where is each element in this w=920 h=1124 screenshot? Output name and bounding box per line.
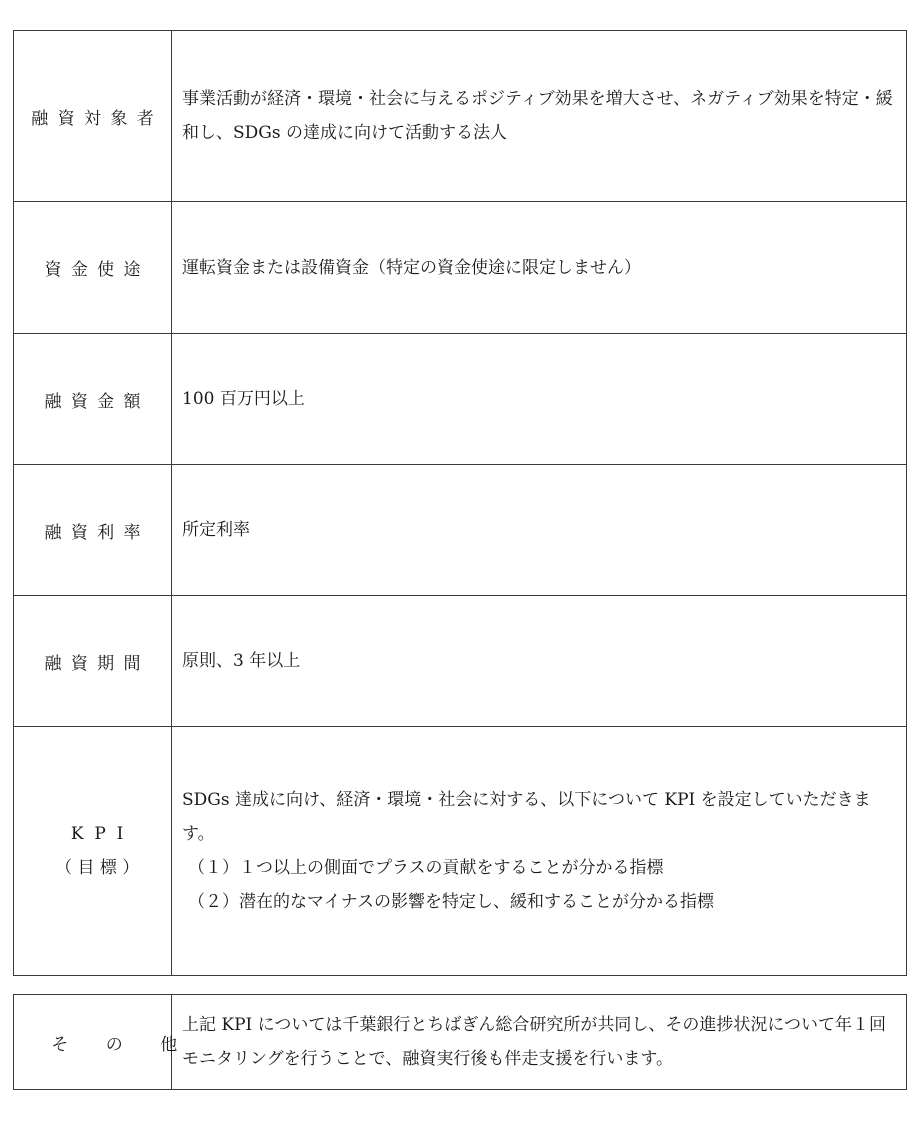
row-label: 資金使途 bbox=[14, 202, 172, 334]
row-text: 所定利率 bbox=[182, 520, 250, 540]
table-row bbox=[14, 596, 907, 727]
kpi-list bbox=[182, 851, 898, 919]
other-text: 上記 KPI については千葉銀行とちばぎん総合研究所が共同し、その進捗状況について年１回モニタリングを行うことで、融資実行後も伴走支援を行います。 bbox=[182, 1015, 886, 1069]
list-item: （２）潜在的なマイナスの影響を特定し、緩和することが分かる指標 bbox=[188, 892, 714, 912]
row-label: 融資利率 bbox=[14, 465, 172, 596]
row-value bbox=[172, 596, 907, 727]
row-text: 原則、3 年以上 bbox=[182, 651, 301, 671]
row-value bbox=[172, 465, 907, 596]
kpi-label-bottom: （ 目 標 ） bbox=[55, 858, 140, 878]
list-item: （１）１つ以上の側面でプラスの貢献をすることが分かる指標 bbox=[188, 858, 664, 878]
row-text: 運転資金または設備資金（特定の資金使途に限定しません） bbox=[182, 257, 641, 278]
table-row-other bbox=[14, 995, 907, 1090]
table-row bbox=[14, 334, 907, 465]
row-text: 事業活動が経済・環境・社会に与えるポジティブ効果を増大させ、ネガティブ効果を特定・緩和し、SDGs の達成に向けて活動する法人 bbox=[182, 89, 893, 143]
row-value bbox=[172, 202, 907, 334]
table-row bbox=[14, 31, 907, 202]
row-label: 融資金額 bbox=[14, 334, 172, 465]
other-label: その他 bbox=[14, 995, 172, 1090]
row-label: 融資対象者 bbox=[14, 31, 172, 202]
kpi-label-top: K P I bbox=[70, 824, 124, 844]
table-row bbox=[14, 465, 907, 596]
other-value bbox=[172, 995, 907, 1090]
row-value bbox=[172, 31, 907, 202]
row-text: 100 百万円以上 bbox=[182, 389, 305, 409]
other-table bbox=[13, 994, 907, 1090]
row-label: 融資期間 bbox=[14, 596, 172, 727]
row-value bbox=[172, 334, 907, 465]
kpi-value bbox=[172, 727, 907, 976]
table-row-kpi bbox=[14, 727, 907, 976]
table-row bbox=[14, 202, 907, 334]
kpi-intro: SDGs 達成に向け、経済・環境・社会に対する、以下について KPI を設定していただきます。 bbox=[182, 790, 871, 844]
kpi-label bbox=[14, 727, 172, 976]
loan-terms-table bbox=[13, 30, 907, 976]
